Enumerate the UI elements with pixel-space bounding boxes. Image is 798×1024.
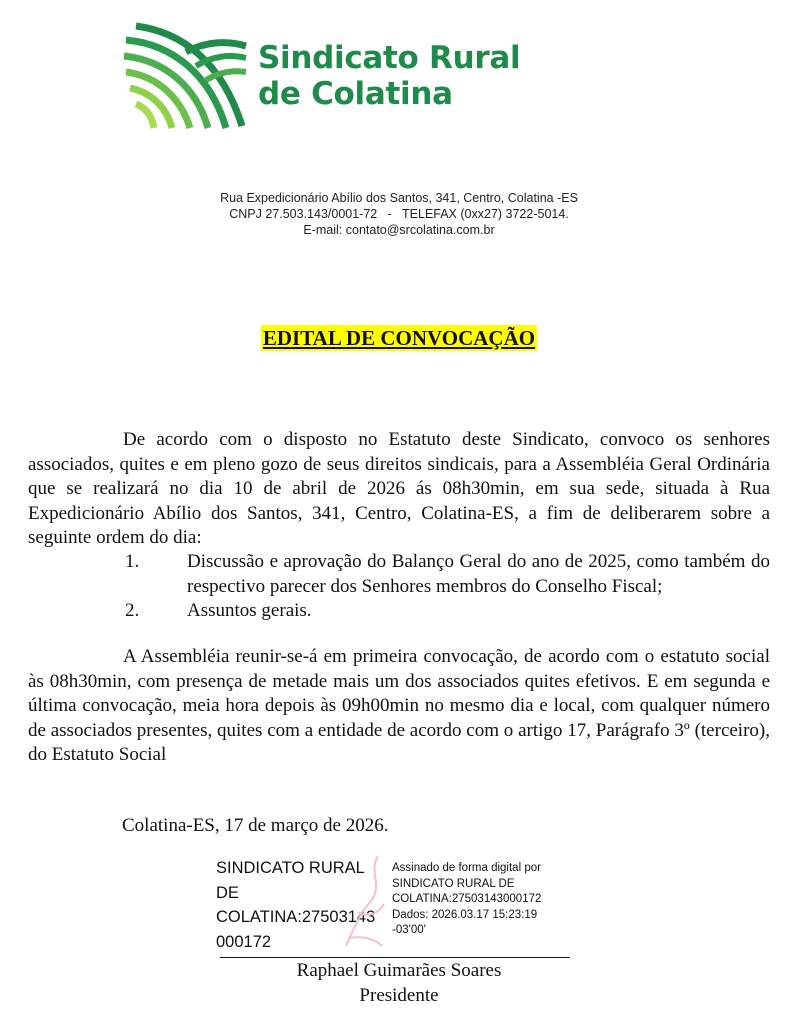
signer-name: Raphael Guimarães Soares bbox=[296, 960, 502, 981]
agenda-item bbox=[28, 599, 770, 624]
assembly-paragraph: A Assembléia reunir-se-á em primeira convocação, de acordo com o estatuto social às 08h30min, com presença de metade mais um dos associados quites efetivos. E em segunda e última convocação, meia hora depois às 09h00min no mesmo dia e local, com qualquer número de associados presentes, quites com a entidade de acordo com o artigo 17, Parágrafo 3º (terceiro), do Estatuto Social bbox=[28, 646, 770, 765]
document-title-text: EDITAL DE CONVOCAÇÃO bbox=[262, 326, 536, 350]
signature-info-line: Assinado de forma digital por bbox=[392, 862, 541, 874]
digital-signature-info bbox=[392, 861, 582, 939]
signer-block bbox=[0, 958, 798, 1008]
email-line: E-mail: contato@srcolatina.com.br bbox=[303, 223, 495, 237]
signature-scribble-icon bbox=[338, 852, 394, 952]
signature-info-line: COLATINA:27503143000172 bbox=[392, 893, 542, 905]
date-line: Colatina-ES, 17 de março de 2026. bbox=[122, 815, 389, 836]
agenda-item-text: Discussão e aprovação do Balanço Geral do ano de 2025, como também do respectivo parecer dos Senhores membros do Conselho Fiscal; bbox=[187, 551, 770, 597]
brand-line-1: Sindicato Rural bbox=[258, 40, 521, 76]
document-title bbox=[0, 326, 798, 351]
agenda-item-number: 1. bbox=[125, 551, 140, 572]
signature-name-line: DE bbox=[216, 883, 239, 902]
wheat-stripes-logo-icon bbox=[122, 22, 248, 134]
signature-info-line: -03'00' bbox=[392, 924, 426, 936]
signature-name-line: COLATINA:27503143 bbox=[216, 908, 376, 926]
address-block bbox=[0, 190, 798, 238]
cnpj-telefax-line: CNPJ 27.503.143/0001-72 - TELEFAX (0xx27) 3722-5014. bbox=[229, 207, 569, 221]
signature-name-line: 000172 bbox=[216, 932, 272, 951]
signer-role: Presidente bbox=[359, 985, 439, 1006]
signature-name-line: SINDICATO RURAL bbox=[216, 859, 365, 877]
agenda-item-number: 2. bbox=[125, 600, 140, 621]
agenda-item-text: Assuntos gerais. bbox=[187, 600, 312, 621]
signature-info-line: SINDICATO RURAL DE bbox=[392, 877, 515, 890]
signature-info-line: Dados: 2026.03.17 15:23:19 bbox=[392, 908, 538, 921]
agenda-item bbox=[28, 550, 770, 599]
address-line: Rua Expedicionário Abílio dos Santos, 341, Centro, Colatina -ES bbox=[220, 191, 578, 205]
brand-name bbox=[258, 40, 520, 112]
intro-paragraph: De acordo com o disposto no Estatuto deste Sindicato, convoco os senhores associados, quites e em pleno gozo de seus direitos sindicais, para a Assembléia Geral Ordinária que se realizará no dia 10 de abril de 2026 ás 08h30min, em sua sede, situada à Rua Expedicionário Abílio dos Santos, 341, Centro, Colatina-ES, a fim de deliberarem sobre a seguinte ordem do dia: bbox=[28, 429, 770, 548]
brand-line-2: de Colatina bbox=[258, 76, 453, 112]
agenda-list bbox=[28, 550, 770, 624]
